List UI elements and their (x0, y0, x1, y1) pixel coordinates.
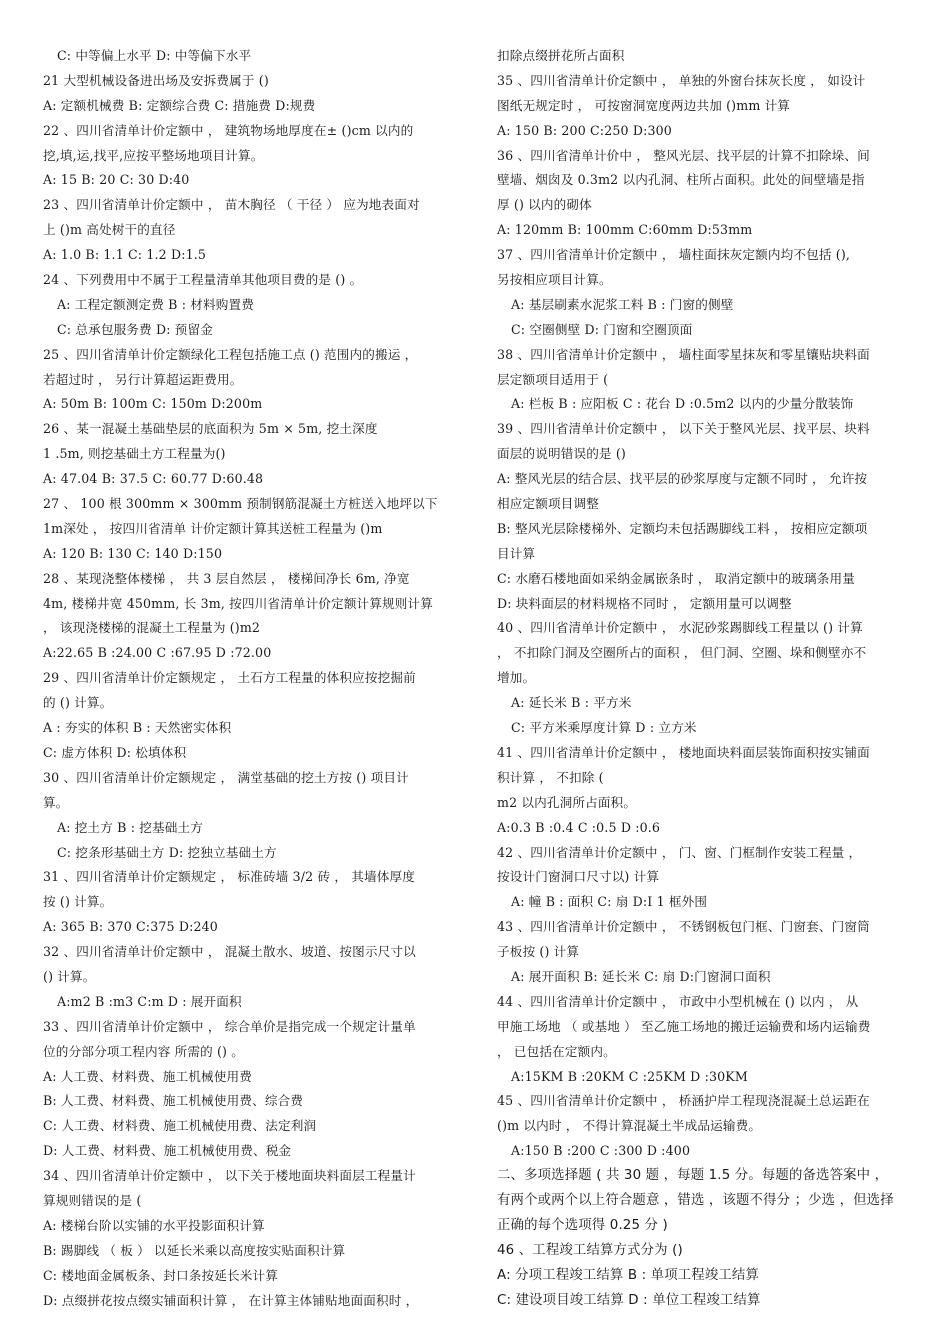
text-line: C: 楼地面金属板条、封口条按延长米计算 (43, 1267, 278, 1283)
text-line: 26 、某一混凝土基础垫层的底面积为 5m × 5m, 挖土深度 (43, 421, 378, 437)
text-line: C: 虚方体积 D: 松填体积 (43, 744, 187, 760)
text-line: 35 、四川省清单计价定额中 ， 单独的外窗台抹灰长度 ， 如设计 (497, 72, 866, 88)
text-line: 30 、四川省清单计价定额规定 ， 满堂基础的挖土方按 () 项目计 (43, 769, 409, 785)
text-line: 1m深处 ， 按四川省清单 计价定额计算其送桩工程量为 ()m (43, 520, 383, 536)
text-line: A: 150 B: 200 C:250 D:300 (497, 122, 672, 138)
text-line: A:22.65 B :24.00 C :67.95 D :72.00 (43, 645, 272, 661)
text-line: 相应定额项目调整 (497, 496, 599, 512)
left-text-column (43, 44, 468, 1313)
text-line: 46 、工程竣工结算方式分为 () (497, 1242, 683, 1258)
text-line: A: 挖土方 B : 挖基础土方 (57, 819, 203, 835)
text-line: 甲施工场地 （ 或基地 ） 至乙施工场地的搬迁运输费和场内运输费 (497, 1018, 871, 1034)
text-line: 算规则错误的是 ( (43, 1192, 142, 1208)
text-line: 按设计门窗洞口尺寸以) 计算 (497, 869, 660, 885)
text-line: 24 、下列费用中不属于工程量清单其他项目费的是 () 。 (43, 272, 363, 288)
text-line: 45 、四川省清单计价定额中 ， 桥涵护岸工程现浇混凝土总运距在 (497, 1093, 870, 1109)
text-line: 目计算 (497, 545, 536, 561)
text-line: A : 夯实的体积 B : 天然密实体积 (43, 720, 232, 736)
text-line: 面层的说明错误的是 () (497, 446, 626, 462)
text-line: A: 定额机械费 B: 定额综合费 C: 措施费 D:规费 (43, 97, 316, 113)
text-line: A: 栏板 B : 应阳板 C : 花台 D :0.5m2 以内的少量分散装饰 (511, 396, 854, 412)
text-line: A: 延长米 B : 平方米 (511, 695, 632, 711)
text-line: A: 15 B: 20 C: 30 D:40 (43, 172, 190, 188)
text-line: m2 以内孔洞所占面积。 (497, 794, 637, 810)
text-line: 算。 (43, 794, 69, 810)
text-line: A: 展开面积 B: 延长米 C: 扇 D:门窗洞口面积 (511, 968, 771, 984)
text-line: 33 、四川省清单计价定额中 ， 综合单价是指完成一个规定计量单 (43, 1018, 416, 1034)
text-line: 另按相应项目计算。 (497, 272, 612, 288)
text-line: A: 工程定额测定费 B : 材料购置费 (57, 296, 254, 312)
text-line: 扣除点缀拼花所占面积 (497, 48, 625, 63)
text-line: A:15KM B :20KM C :25KM D :30KM (511, 1068, 748, 1084)
text-line: C: 中等偏上水平 D: 中等偏下水平 (57, 48, 252, 63)
text-line: 40 、四川省清单计价定额中 ， 水泥砂浆踢脚线工程量以 () 计算 (497, 620, 863, 636)
text-line: 31 、四川省清单计价定额规定 ， 标准砖墙 3/2 砖 ， 其墙体厚度 (43, 869, 415, 885)
text-line: 43 、四川省清单计价定额中 ， 不锈钢板包门框、门窗套、门窗筒 (497, 919, 870, 935)
text-line: ， 不扣除门洞及空圈所占的面积 ， 但门洞、空圈、垛和侧壁亦不 (497, 645, 867, 661)
text-line: A: 50m B: 100m C: 150m D:200m (43, 396, 263, 412)
text-line: A:m2 B :m3 C:m D : 展开面积 (57, 993, 242, 1009)
text-line: B: 整风光层除楼梯外、定额均未包括踢脚线工料 ， 按相应定额项 (497, 520, 868, 536)
text-line: D: 人工费、材料费、施工机械使用费、税金 (43, 1143, 292, 1159)
text-line: 25 、四川省清单计价定额绿化工程包括施工点 () 范围内的搬运 ， (43, 346, 418, 362)
text-line: 44 、四川省清单计价定额中 ， 市政中小型机械在 () 以内 ， 从 (497, 993, 859, 1009)
text-line: 28 、某现浇整体楼梯 ， 共 3 层自然层 ， 楼梯间净长 6m, 净宽 (43, 570, 410, 586)
text-line: 41 、四川省清单计价定额中 ， 楼地面块料面层装饰面积按实铺面 (497, 744, 870, 760)
text-line: 27 、 100 根 300mm × 300mm 预制钢筋混凝土方桩送入地坪以下 (43, 496, 438, 512)
text-line: 29 、四川省清单计价定额规定 ， 土石方工程量的体积应按挖掘前 (43, 670, 416, 686)
text-line: 位的分部分项工程内容 所需的 () 。 (43, 1043, 244, 1059)
text-line: 积计算 ， 不扣除 ( (497, 769, 604, 785)
text-line: 21 大型机械设备进出场及安拆费属于 () (43, 72, 269, 88)
text-line: ， 已包括在定额内。 (497, 1043, 616, 1059)
text-line: A: 120 B: 130 C: 140 D:150 (43, 545, 223, 561)
text-line: 4m, 楼梯井宽 450mm, 长 3m, 按四川省清单计价定额计算规则计算 (43, 595, 434, 611)
text-line: A: 分项工程竣工结算 B : 单项工程竣工结算 (497, 1267, 760, 1283)
text-line: A: 基层刷素水泥浆工料 B : 门窗的侧壁 (511, 296, 734, 312)
text-line: 挖,填,运,找平,应按平整场地项目计算。 (43, 147, 264, 163)
text-line: D: 点缀拼花按点缀实铺面积计算 ， 在计算主体铺贴地面面积时 ， (43, 1292, 419, 1308)
text-line: A: 人工费、材料费、施工机械使用费 (43, 1068, 252, 1084)
text-line: 上 ()m 高处树干的直径 (43, 222, 176, 238)
right-text-column (497, 44, 917, 1313)
text-line: C: 人工费、材料费、施工机械使用费、法定利润 (43, 1118, 317, 1134)
text-line: C: 总承包服务费 D: 预留金 (57, 321, 213, 337)
text-line: 壁墙、烟囱及 0.3m2 以内孔洞、柱所占面积。此处的间壁墙是指 (497, 172, 865, 188)
text-line: A: 1.0 B: 1.1 C: 1.2 D:1.5 (43, 247, 207, 263)
text-line: 38 、四川省清单计价定额中 ， 墙柱面零星抹灰和零星镶贴块料面 (497, 346, 870, 362)
text-line: 36 、四川省清单计价中 ， 整风光层、找平层的计算不扣除垛、间 (497, 147, 870, 163)
text-line: 二、多项选择题 ( 共 30 题 ，每题 1.5 分。每题的备选答案中 ， (497, 1168, 889, 1184)
text-line: C: 水磨石楼地面如采纳金属嵌条时 ， 取消定额中的玻璃条用量 (497, 570, 855, 586)
text-line: 增加。 (497, 670, 536, 686)
text-line: D: 块料面层的材料规格不同时 ， 定额用量可以调整 (497, 595, 792, 611)
text-line: A: 整风光层的结合层、找平层的砂浆厚度与定额不同时 ， 允许按 (497, 471, 868, 487)
text-line: 22 、四川省清单计价定额中 ， 建筑物场地厚度在± ()cm 以内的 (43, 122, 414, 138)
text-line: C: 建设项目竣工结算 D : 单位工程竣工结算 (497, 1292, 761, 1308)
text-line: 厚 () 以内的砌体 (497, 197, 592, 213)
text-line: 37 、四川省清单计价定额中 ， 墙柱面抹灰定额内均不包括 (), (497, 247, 851, 263)
text-line: 39 、四川省清单计价定额中 ， 以下关于整风光层、找平层、块料 (497, 421, 870, 437)
text-line: ， 该现浇楼梯的混凝土工程量为 ()m2 (43, 620, 261, 636)
text-line: A: 楼梯台阶以实铺的水平投影面积计算 (43, 1217, 265, 1233)
text-line: 1 .5m, 则挖基础土方工程量为() (43, 446, 226, 462)
text-line: 的 () 计算。 (43, 695, 113, 711)
text-line: 23 、四川省清单计价定额中 ， 苗木胸径 （ 干径 ） 应为地表面对 (43, 197, 420, 213)
text-line: C: 空圈侧壁 D: 门窗和空圈顶面 (511, 321, 693, 337)
text-line: A: 365 B: 370 C:375 D:240 (43, 919, 218, 935)
text-line: 有两个或两个以上符合题意 ，错选 ，该题不得分 ；少选 ，但选择 (497, 1192, 894, 1208)
text-line: B: 踢脚线 （ 板 ） 以延长米乘以高度按实贴面积计算 (43, 1242, 346, 1258)
text-line: A: 幢 B : 面积 C: 扇 D:I 1 框外围 (511, 894, 708, 910)
text-line: 子板按 () 计算 (497, 944, 580, 960)
text-line: 32 、四川省清单计价定额中 ， 混凝土散水、坡道、按图示尺寸以 (43, 944, 416, 960)
text-line: A: 120mm B: 100mm C:60mm D:53mm (497, 222, 753, 238)
text-line: C: 挖条形基础土方 D: 挖独立基础土方 (57, 844, 277, 860)
text-line: () 计算。 (43, 968, 96, 984)
text-line: 34 、四川省清单计价定额中 ， 以下关于楼地面块料面层工程量计 (43, 1168, 416, 1184)
text-line: A: 47.04 B: 37.5 C: 60.77 D:60.48 (43, 471, 264, 487)
text-line: 层定额项目适用于 ( (497, 371, 609, 387)
text-line: ()m 以内时 ， 不得计算混凝土半成品运输费。 (497, 1118, 762, 1134)
text-line: A:150 B :200 C :300 D :400 (511, 1143, 691, 1159)
text-line: 按 () 计算。 (43, 894, 113, 910)
text-line: 图纸无规定时 ， 可按窗洞宽度两边共加 ()mm 计算 (497, 97, 791, 113)
text-line: B: 人工费、材料费、施工机械使用费、综合费 (43, 1093, 304, 1109)
text-line: 正确的每个选项得 0.25 分 ) (497, 1217, 668, 1233)
text-line: 若超过时 ， 另行计算超运距费用。 (43, 371, 243, 387)
text-line: A:0.3 B :0.4 C :0.5 D :0.6 (497, 819, 661, 835)
text-line: C: 平方米乘厚度计算 D : 立方米 (511, 720, 697, 736)
text-line: 42 、四川省清单计价定额中 ， 门、窗、门框制作安装工程量 ， (497, 844, 862, 860)
